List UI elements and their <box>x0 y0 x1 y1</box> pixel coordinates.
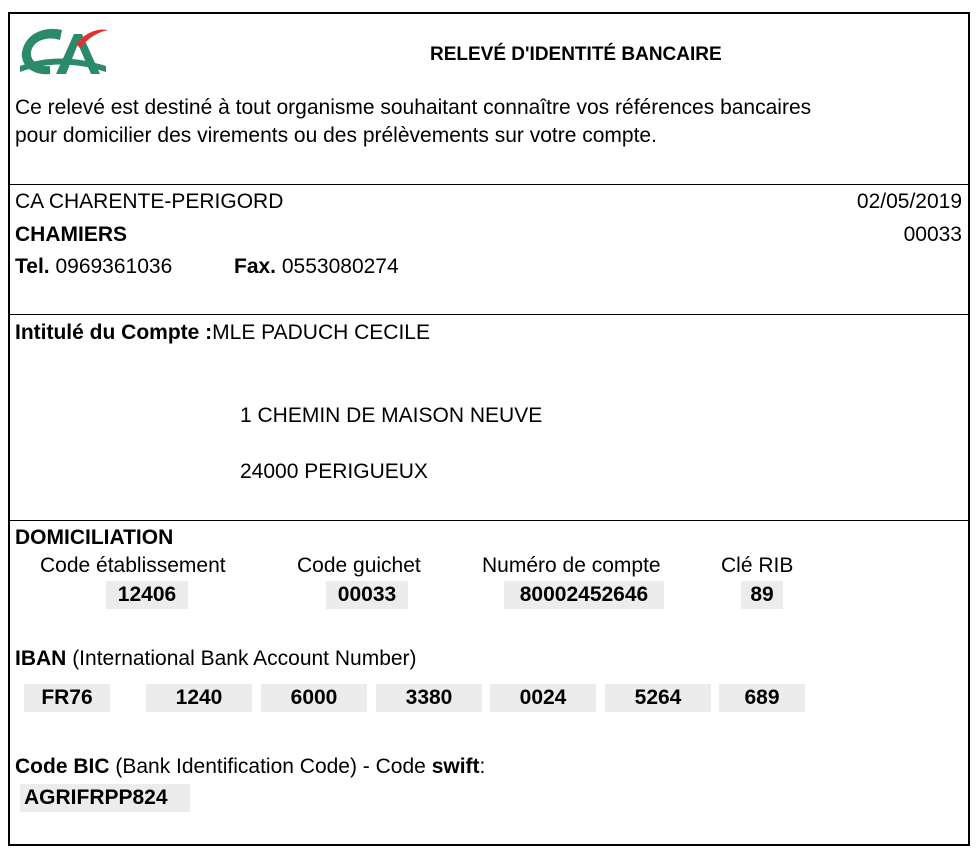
bic-heading <box>15 755 485 779</box>
iban-group: 5264 <box>605 684 711 712</box>
document-date: 02/05/2019 <box>856 190 962 213</box>
credit-agricole-logo <box>16 22 108 82</box>
bic-label: Code BIC <box>15 755 110 778</box>
rib-document <box>8 12 970 846</box>
account-holder-line <box>15 321 430 345</box>
code-etablissement-label: Code établissement <box>40 554 226 577</box>
iban-group: 6000 <box>261 684 367 712</box>
branch-name: CHAMIERS <box>15 223 128 246</box>
iban-group: 0024 <box>490 684 596 712</box>
address-line-2: 24000 PERIGUEUX <box>240 460 428 483</box>
code-etablissement-value: 12406 <box>106 581 188 609</box>
iban-group: FR76 <box>24 684 110 712</box>
account-holder: MLE PADUCH CECILE <box>212 321 430 344</box>
fax-number: 0553080274 <box>281 255 399 278</box>
intro-line-1: Ce relevé est destiné à tout organisme souhaitant connaître vos références bancaires <box>15 96 812 119</box>
numero-compte-value: 80002452646 <box>504 581 664 609</box>
address-line-1: 1 CHEMIN DE MAISON NEUVE <box>240 404 543 427</box>
cle-rib-value: 89 <box>741 581 783 609</box>
iban-group: 3380 <box>376 684 482 712</box>
document-title: RELEVÉ D'IDENTITÉ BANCAIRE <box>430 44 722 65</box>
bank-name: CA CHARENTE-PERIGORD <box>15 190 284 213</box>
iban-group: 1240 <box>146 684 252 712</box>
divider <box>10 520 968 521</box>
bic-value: AGRIFRPP824 <box>20 784 190 812</box>
credit-agricole-logo-icon <box>16 22 108 82</box>
branch-code: 00033 <box>903 223 962 246</box>
iban-group: 689 <box>719 684 805 712</box>
fax-label: Fax. <box>234 255 277 278</box>
phone-line <box>15 255 172 279</box>
swift-label: swift <box>431 755 480 778</box>
code-guichet-value: 00033 <box>326 581 408 609</box>
cle-rib-label: Clé RIB <box>721 554 794 577</box>
code-guichet-label: Code guichet <box>297 554 421 577</box>
fax-line <box>234 255 399 279</box>
divider <box>10 314 968 315</box>
iban-description: (International Bank Account Number) <box>72 647 417 670</box>
account-label: Intitulé du Compte : <box>15 321 213 344</box>
iban-label: IBAN <box>15 647 67 670</box>
intro-line-2: pour domicilier des virements ou des prélèvements sur votre compte. <box>15 124 657 147</box>
bic-colon: : <box>479 755 486 778</box>
tel-label: Tel. <box>15 255 50 278</box>
bic-description: (Bank Identification Code) - Code <box>115 755 426 778</box>
domiciliation-heading: DOMICILIATION <box>15 526 174 549</box>
divider <box>10 184 968 185</box>
tel-number: 0969361036 <box>55 255 173 278</box>
numero-compte-label: Numéro de compte <box>482 554 661 577</box>
iban-heading <box>15 647 417 671</box>
